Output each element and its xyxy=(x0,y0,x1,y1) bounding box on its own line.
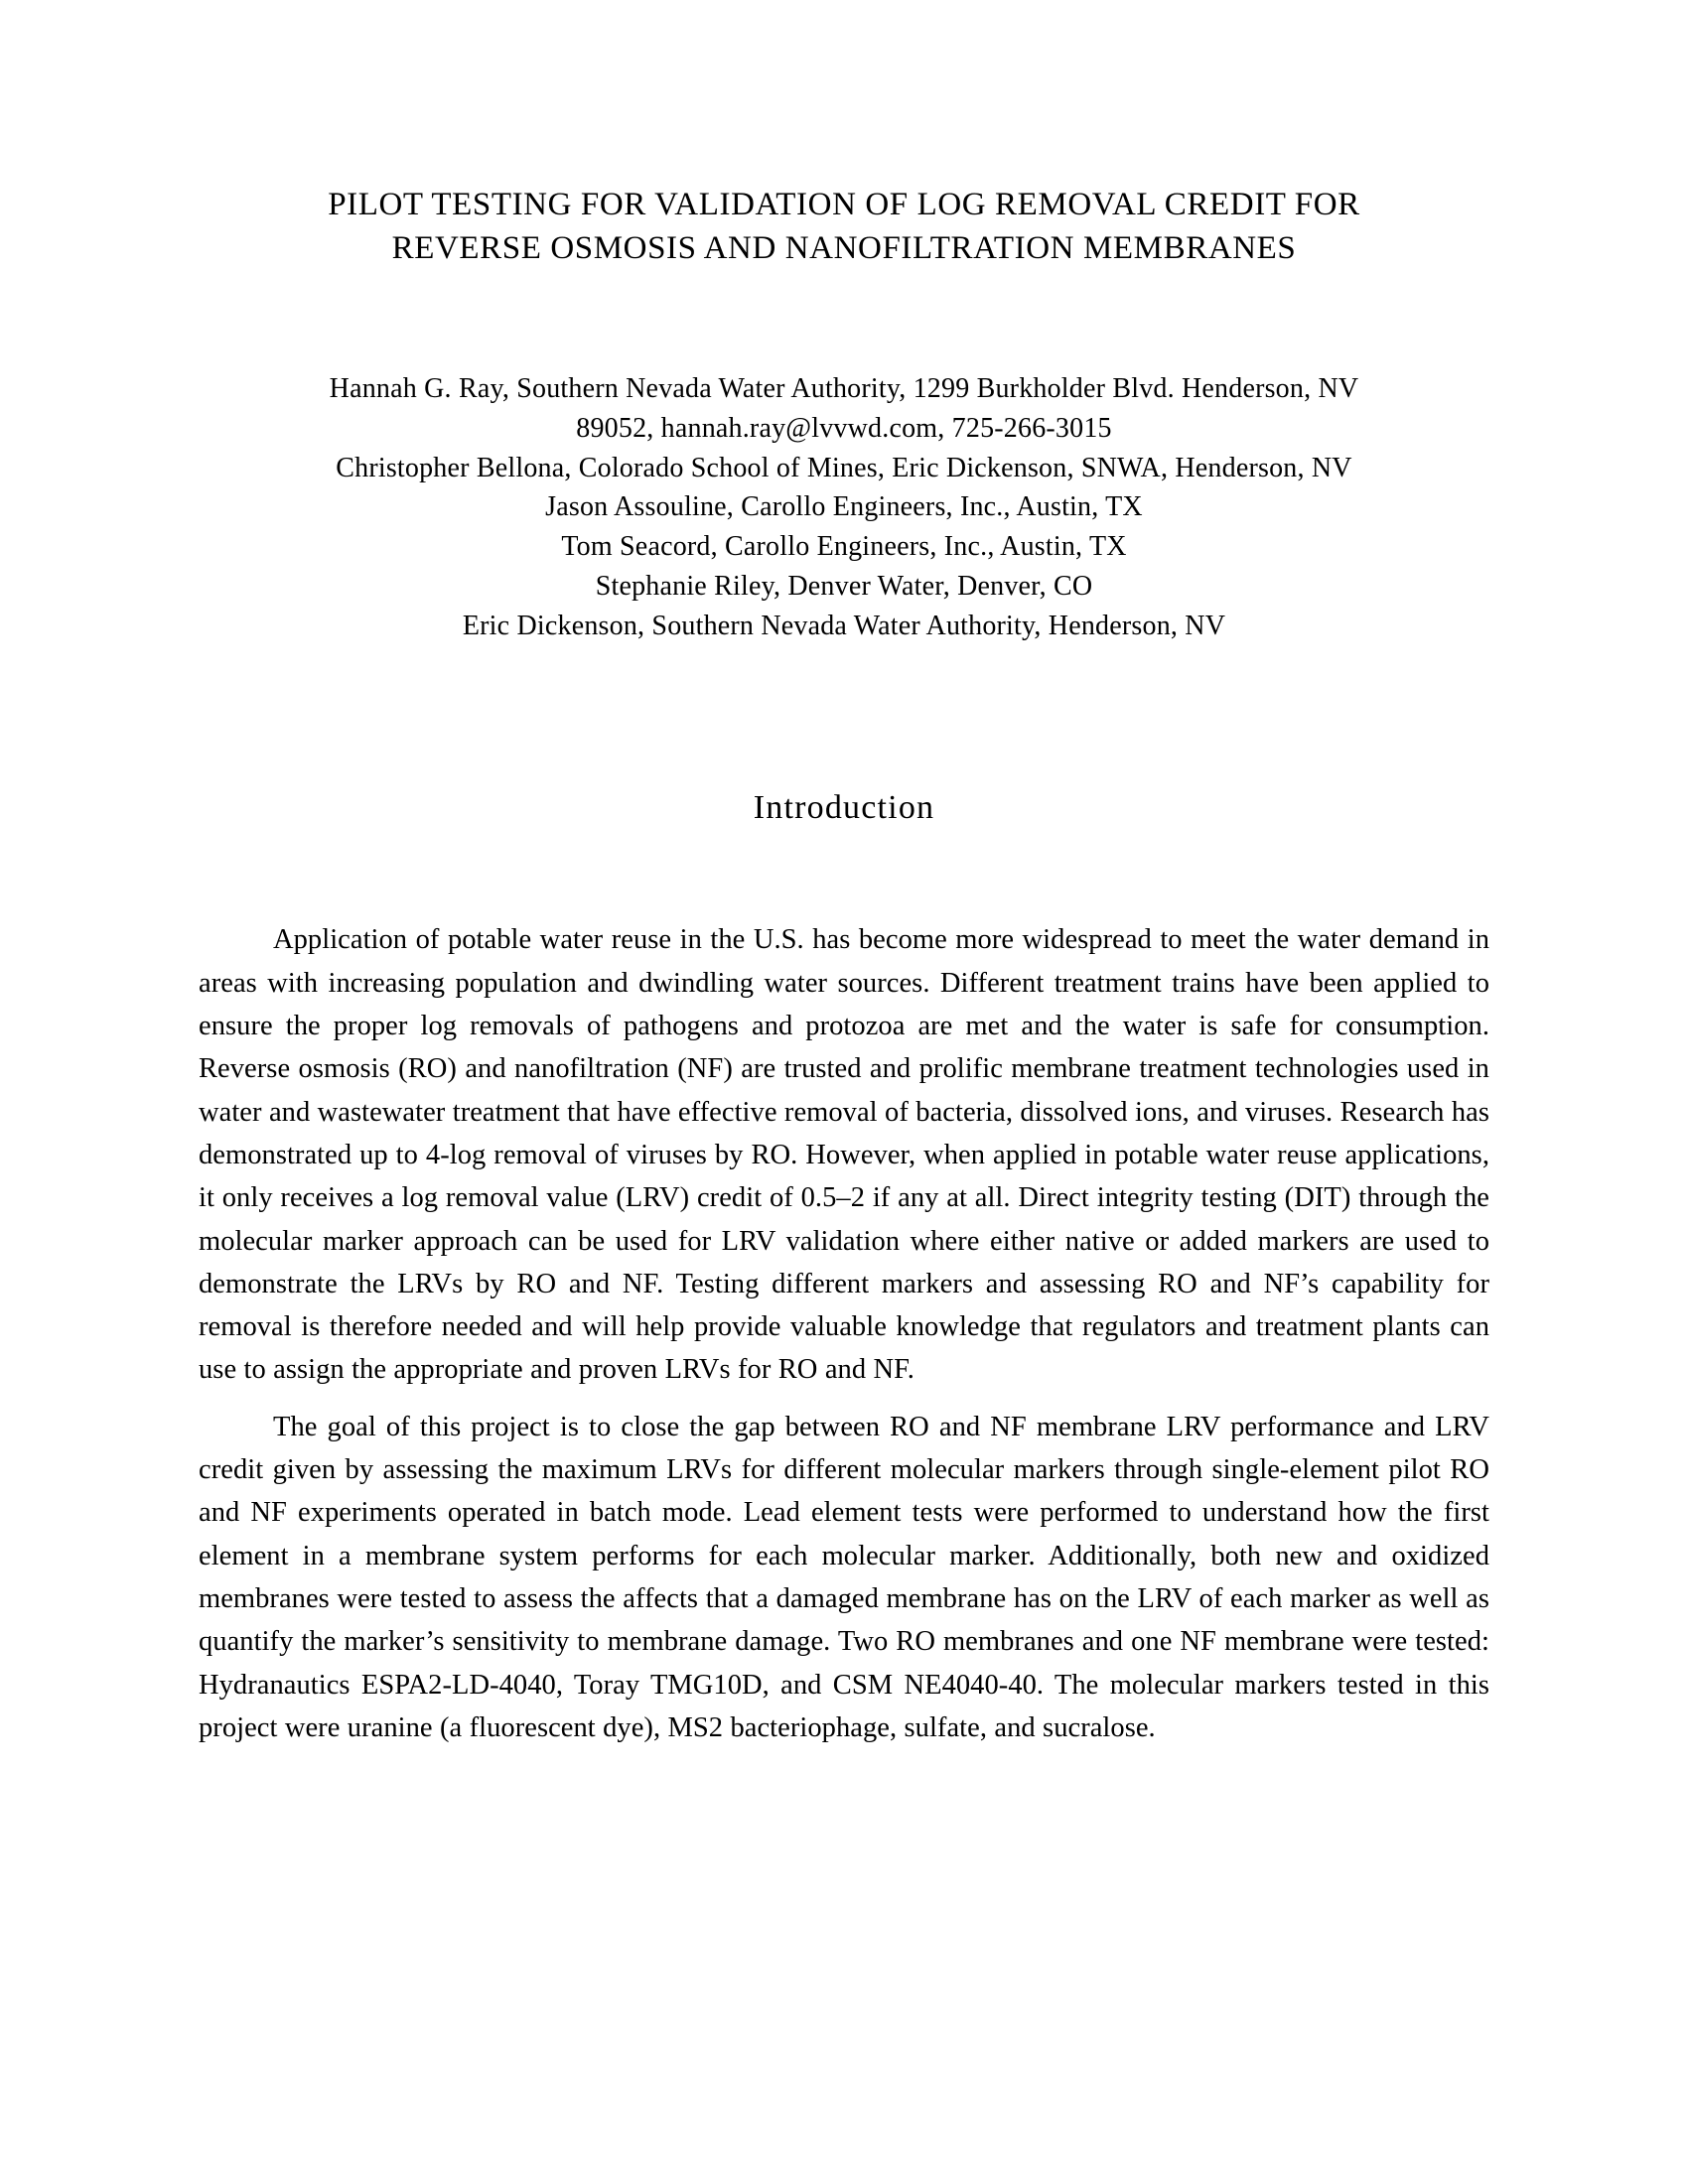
author-line: 89052, hannah.ray@lvvwd.com, 725-266-3015 xyxy=(576,412,1112,444)
author-line: Stephanie Riley, Denver Water, Denver, CO xyxy=(595,570,1093,602)
section-heading-introduction: Introduction xyxy=(753,789,935,827)
paper-title xyxy=(199,184,1489,270)
title-line-2: REVERSE OSMOSIS AND NANOFILTRATION MEMBRANES xyxy=(391,229,1297,266)
paragraph: The goal of this project is to close the gap between RO and NF membrane LRV performance and LRV credit given by assessing the maximum LRVs for different molecular markers through single-element pilot RO and NF experiments operated in batch mode. Lead element tests were performed to understand how the first element in a membrane system performs for each molecular marker. Additionally, both new and oxidized membranes were tested to assess the affects that a damaged membrane has on the LRV of each marker as well as quantify the marker’s sensitivity to membrane damage. Two RO membranes and one NF membrane were tested: Hydranautics ESPA2-LD-4040, Toray TMG10D, and CSM NE4040-40. The molecular markers tested in this project were uranine (a fluorescent dye), MS2 bacteriophage, sulfate, and sucralose. xyxy=(199,1411,1489,1743)
paragraph: Application of potable water reuse in the U.S. has become more widespread to meet the water demand in areas with increasing population and dwindling water sources. Different treatment trains have been applied to ensure the proper log removals of pathogens and protozoa are met and the water is safe for consumption. Reverse osmosis (RO) and nanofiltration (NF) are trusted and prolific membrane treatment technologies used in water and wastewater treatment that have effective removal of bacteria, dissolved ions, and viruses. Research has demonstrated up to 4-log removal of viruses by RO. However, when applied in potable water reuse applications, it only receives a log removal value (LRV) credit of 0.5–2 if any at all. Direct integrity testing (DIT) through the molecular marker approach can be used for LRV validation where either native or added markers are used to demonstrate the LRVs by RO and NF. Testing different markers and assessing RO and NF’s capability for removal is therefore needed and will help provide valuable knowledge that regulators and treatment plants can use to assign the appropriate and proven LRVs for RO and NF. xyxy=(199,924,1489,1386)
title-line-1: PILOT TESTING FOR VALIDATION OF LOG REMOVAL CREDIT FOR xyxy=(328,187,1360,222)
author-line: Jason Assouline, Carollo Engineers, Inc., Austin, TX xyxy=(545,491,1143,523)
author-affiliation-block xyxy=(199,369,1489,645)
author-line: Hannah G. Ray, Southern Nevada Water Authority, 1299 Burkholder Blvd. Henderson, NV xyxy=(329,373,1359,405)
author-line: Christopher Bellona, Colorado School of Mines, Eric Dickenson, SNWA, Henderson, NV xyxy=(336,452,1352,483)
body-text xyxy=(199,918,1489,1749)
author-line: Eric Dickenson, Southern Nevada Water Authority, Henderson, NV xyxy=(462,610,1226,641)
author-line: Tom Seacord, Carollo Engineers, Inc., Austin, TX xyxy=(561,531,1127,563)
